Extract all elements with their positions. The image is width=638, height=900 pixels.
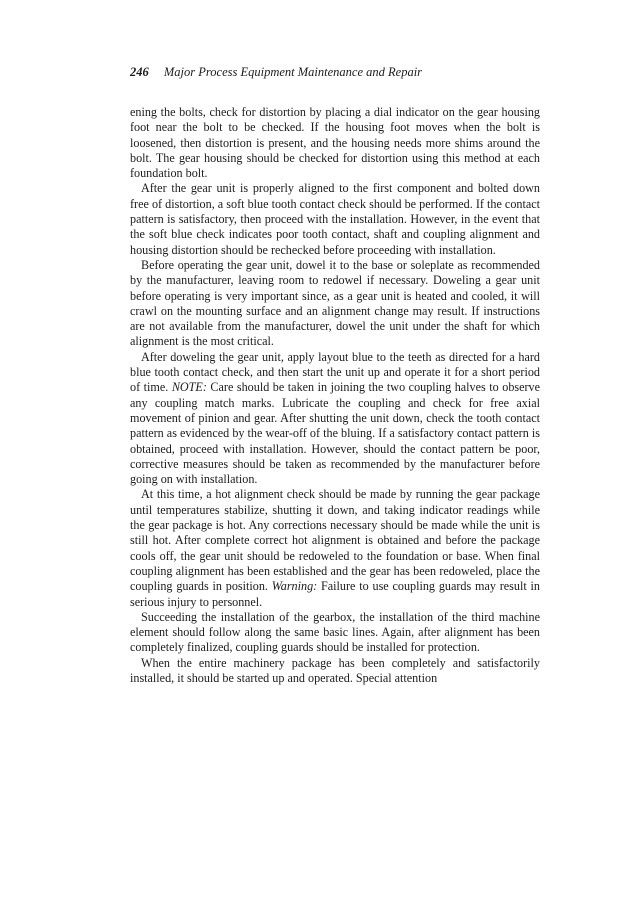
paragraph-text: At this time, a hot alignment check should be made by running the gear package until temperatures stabilize, shutting it down, and taking indicator readings while the gear package is hot. Any corrections necessary should be made while the unit is still hot. After complete correct hot alignment is obtained and before the package cools off, the gear unit should be redoweled to the foundation or base. When final coupling alignment has been established and the gear has been redoweled, place the coupling guards in position. bbox=[130, 487, 540, 594]
paragraph-text: After doweling the gear unit, apply layout blue to the teeth as directed for a hard blue tooth contact check, and then start the unit up and operate it for a short period of time. bbox=[130, 349, 540, 395]
paragraph: After the gear unit is properly aligned to the first component and bolted down free of distortion, a soft blue tooth contact check should be performed. If the contact pattern is satisfactory, then proceed with the installation. However, in the event that the soft blue check indicates poor tooth contact, shaft and coupling alignment and housing distortion should be rechecked before proceeding with installation. bbox=[130, 181, 540, 257]
paragraph bbox=[130, 350, 540, 488]
note-label: NOTE: bbox=[171, 380, 207, 395]
body-text bbox=[130, 105, 540, 686]
paragraph-text: Failure to use coupling guards may result in serious injury to personnel. bbox=[130, 579, 540, 609]
paragraph: Before operating the gear unit, dowel it to the base or soleplate as recommended by the manufacturer, leaving room to redowel if necessary. Doweling a gear unit before operating is very important since, as a gear unit is heated and cooled, it will crawl on the mounting surface and an alignment change may result. If instructions are not available from the manufacturer, dowel the unit under the shaft for which alignment is the most critical. bbox=[130, 257, 540, 349]
paragraph-text: Care should be taken in joining the two coupling halves to observe any coupling match marks. Lubricate the coupling and check for free axial movement of pinion and gear. After shutting the unit down, check the tooth contact pattern as evidenced by the wear-off of the bluing. If a satisfactory contact pattern is obtained, proceed with installation. However, should the contact pattern be poor, corrective measures should be taken as recommended by the manufacturer before going on with installation. bbox=[130, 380, 541, 487]
warning-label: Warning: bbox=[271, 579, 318, 594]
page-number: 246 bbox=[130, 65, 149, 79]
page-header bbox=[130, 63, 540, 81]
paragraph: ening the bolts, check for distortion by placing a dial indicator on the gear housing foot near the bolt to be checked. If the housing foot moves when the bolt is loosened, then distortion is present, and the housing needs more shims around the bolt. The gear housing should be checked for distortion using this method at each foundation bolt. bbox=[130, 105, 540, 181]
paragraph: When the entire machinery package has been completely and satisfactorily installed, it should be started up and operated. Special attention bbox=[130, 655, 540, 685]
book-page bbox=[130, 63, 540, 686]
paragraph bbox=[130, 487, 540, 609]
paragraph: Succeeding the installation of the gearbox, the installation of the third machine element should follow along the same basic lines. Again, after alignment has been completely finalized, coupling guards should be installed for protection. bbox=[130, 609, 540, 655]
running-head: Major Process Equipment Maintenance and Repair bbox=[163, 65, 423, 79]
